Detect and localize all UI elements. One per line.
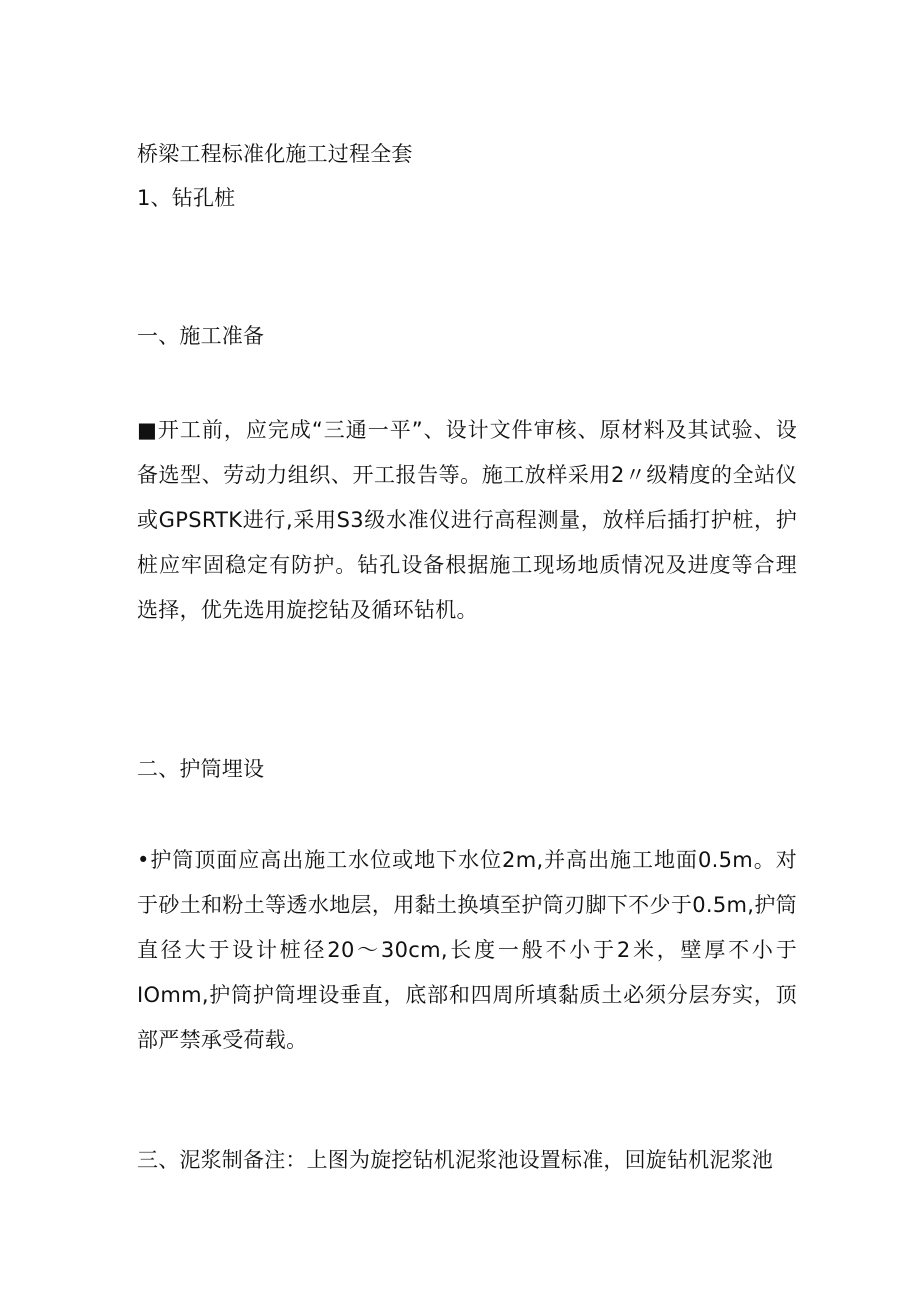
section-subtitle: 1、钻孔桩 bbox=[137, 186, 236, 210]
section-heading: 一、施工准备 bbox=[137, 324, 265, 348]
section-paragraph: •护筒顶面应高出施工水位或地下水位2m,并高出施工地面0.5m。对于砂土和粉土等透水地层，用黏土换填至护筒刃脚下不少于0.5m,护筒直径大于设计桩径20～30cm,长度一般不小于2米，壁厚不小于IOmm,护筒护筒埋设垂直，底部和四周所填黏质土必须分层夯实，顶部严禁承受荷载。 bbox=[137, 848, 797, 1052]
document-title: 桥梁工程标准化施工过程全套 bbox=[137, 142, 413, 166]
section-heading: 三、泥浆制备注：上图为旋挖钻机泥浆池设置标准，回旋钻机泥浆池 bbox=[137, 1148, 773, 1172]
section-paragraph: ■开工前，应完成“三通一平”、设计文件审核、原材料及其试验、设备选型、劳动力组织、开工报告等。施工放样采用2〃级精度的全站仪或GPSRTK进行,采用S3级水准仪进行高程测量，放样后插打护桩，护桩应牢固稳定有防护。钻孔设备根据施工现场地质情况及进度等合理选择，优先选用旋挖钻及循环钻机。 bbox=[137, 418, 797, 622]
section-heading: 二、护筒埋设 bbox=[137, 757, 265, 781]
